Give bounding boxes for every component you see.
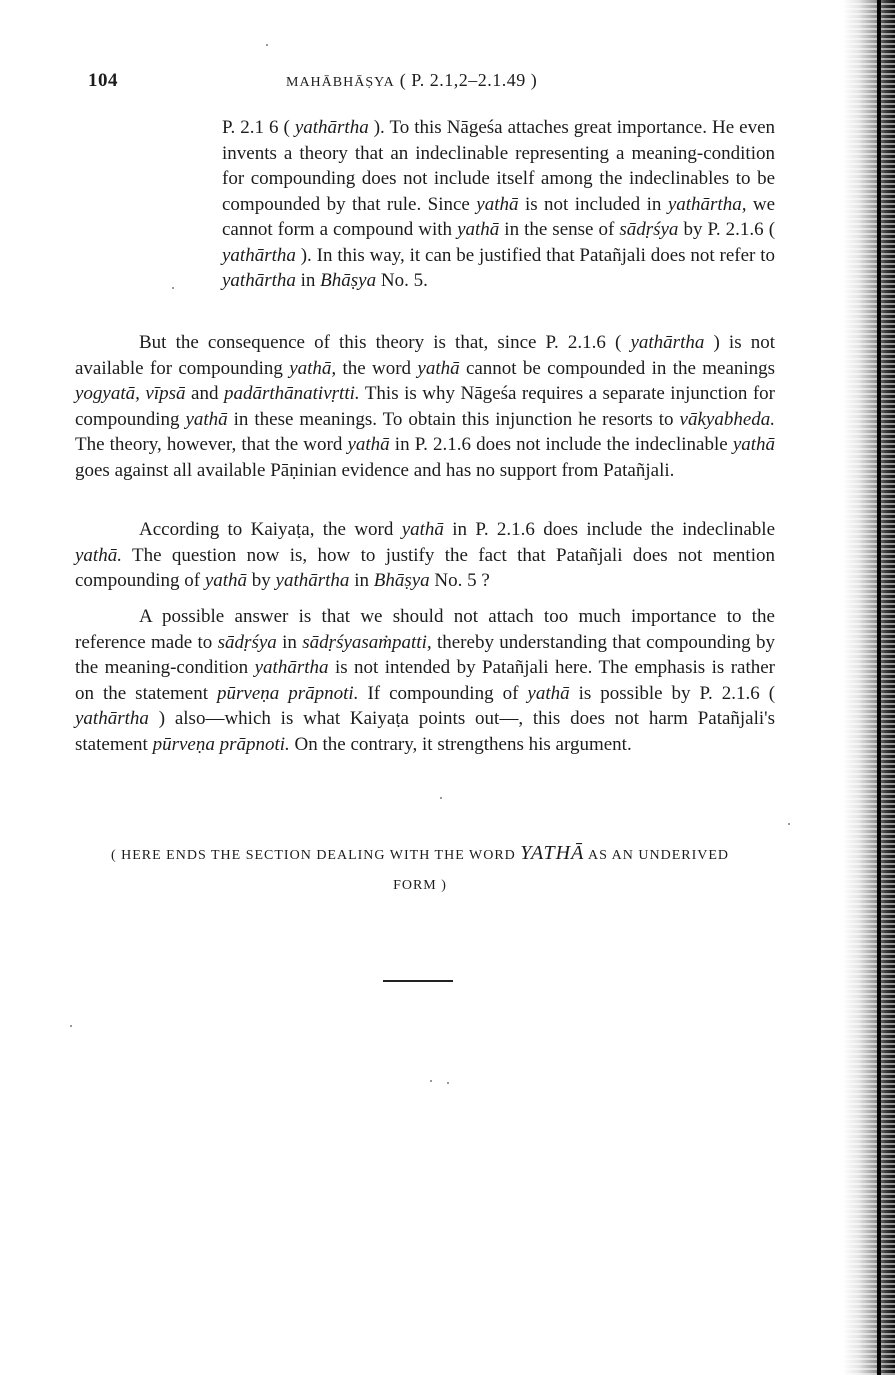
running-head <box>286 70 537 91</box>
section-end-open: ( HERE ENDS THE SECTION DEALING WITH THE WORD <box>110 848 516 863</box>
scan-speck <box>266 44 268 46</box>
section-end-close: AS AN UNDERIVED FORM ) <box>393 848 730 893</box>
scan-speck <box>447 1082 449 1084</box>
paragraph-consequence: But the consequence of this theory is that, since P. 2.1.6 ( yathārtha ) is not available for compounding yathā, the word yathā cannot be compounded in the meanings yogyatā, vīpsā and padārthānativṛtti. This is why Nāgeśa requires a separate injunction for compounding yathā in these meanings. To obtain this injunction he resorts to vākyabheda. The theory, however, that the word yathā in P. 2.1.6 does not include the indeclinable yathā goes against all available Pāṇinian evidence and has no support from Patañjali. <box>75 332 776 481</box>
paragraph-kaiyata: According to Kaiyaṭa, the word yathā in P. 2.1.6 does include the indeclinable yathā. The question now is, how to justify the fact that Patañjali does not mention compounding of yathā by yathārtha in Bhāṣya No. 5 ? <box>75 519 776 591</box>
page-number: 104 <box>88 70 118 91</box>
section-end-word: YATHĀ <box>520 842 585 864</box>
scan-speck <box>430 1080 432 1082</box>
scan-speck <box>70 1025 72 1027</box>
scan-speck <box>172 287 174 289</box>
paragraph-possible-answer: A possible answer is that we should not attach too much importance to the reference made to sādṛśya in sādṛśyasaṁpatti, thereby understanding that compounding by the meaning-condition yathārtha is not intended by Patañjali here. The emphasis is rather on the statement pūrveṇa prāpnoti. If compounding of yathā is possible by P. 2.1.6 ( yathārtha ) also—which is what Kaiyaṭa points out—, this does not harm Patañjali's statement pūrveṇa prāpnoti. On the contrary, it strengthens his argument. <box>75 606 776 755</box>
end-rule-divider <box>383 980 453 982</box>
running-head-sutra-range: ( P. 2.1,2–2.1.49 ) <box>399 70 538 90</box>
section-end-note <box>100 838 740 901</box>
scanned-page-edge <box>843 0 895 1375</box>
indented-note: P. 2.1 6 ( yathārtha ). To this Nāgeśa attaches great importance. He even invents a theory that an indeclinable representing a meaning-condition for compounding does not include itself among the indeclinables to be compounded by that rule. Since yathā is not included in yathārtha, we cannot form a compound with yathā in the sense of sādṛśya by P. 2.1.6 ( yathārtha ). In this way, it can be justified that Patañjali does not refer to yathārtha in Bhāṣya No. 5. <box>222 117 776 291</box>
running-head-title: MAHĀBHĀṢYA <box>286 75 395 90</box>
scan-speck <box>788 823 790 825</box>
scan-speck <box>440 797 442 799</box>
